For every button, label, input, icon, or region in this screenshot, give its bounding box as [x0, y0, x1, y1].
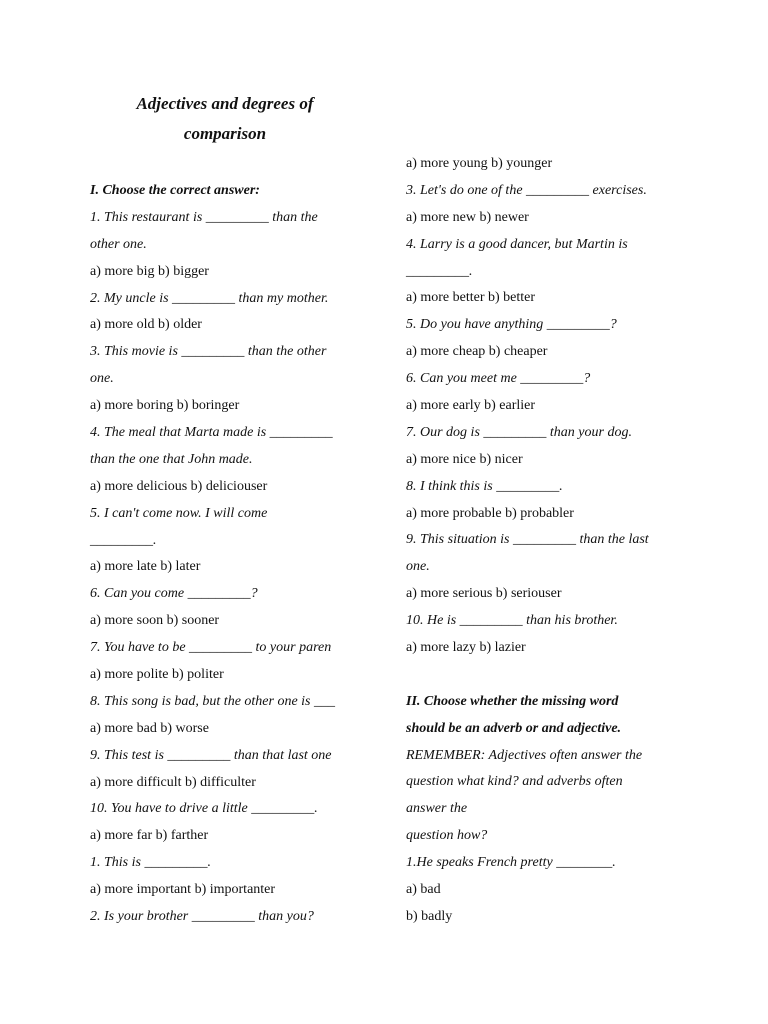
- question-text: 3. Let's do one of the _________ exercises.: [406, 182, 647, 198]
- worksheet-title-line-2: comparison: [183, 124, 267, 143]
- answer-options: a) more difficult b) difficulter: [90, 774, 256, 790]
- question-text: 5. Do you have anything _________?: [406, 317, 617, 333]
- answer-options: a) more serious b) seriouser: [406, 586, 562, 602]
- answer-options: a) more boring b) boringer: [90, 398, 240, 414]
- question-text: question how?: [406, 828, 488, 844]
- question-text: other one.: [90, 236, 147, 252]
- question-text: 7. Our dog is _________ than your dog.: [406, 424, 632, 440]
- answer-options: a) bad: [406, 882, 441, 898]
- question-text: 1. This is _________.: [90, 855, 211, 871]
- question-text: question what kind? and adverbs often: [406, 774, 623, 790]
- question-text: 5. I can't come now. I will come: [90, 505, 268, 521]
- answer-options: a) more soon b) sooner: [90, 613, 220, 629]
- question-text: 8. I think this is _________.: [406, 478, 563, 494]
- question-text: one.: [406, 559, 430, 575]
- answer-options: a) more polite b) politer: [90, 667, 224, 683]
- section-heading: II. Choose whether the missing word: [406, 693, 619, 709]
- left-column: [90, 178, 390, 931]
- question-text: answer the: [406, 801, 468, 817]
- right-column: [406, 151, 696, 931]
- question-text: 8. This song is bad, but the other one is ___: [90, 693, 336, 709]
- worksheet-title-line-1: Adjectives and degrees of: [136, 94, 314, 113]
- answer-options: a) more nice b) nicer: [406, 451, 523, 467]
- question-text: 1.He speaks French pretty ________.: [406, 855, 616, 871]
- question-text: 9. This situation is _________ than the last: [406, 532, 649, 548]
- question-text: 4. The meal that Marta made is _________: [90, 425, 333, 441]
- question-text: 3. This movie is _________ than the other: [90, 344, 327, 360]
- question-text: one.: [90, 371, 114, 387]
- answer-options: a) more bad b) worse: [90, 720, 209, 736]
- question-text: 7. You have to be _________ to your paren: [90, 640, 332, 656]
- answer-options: a) more probable b) probabler: [406, 505, 574, 521]
- question-text: _________.: [406, 263, 473, 279]
- answer-options: [406, 662, 696, 689]
- answer-options: a) more big b) bigger: [90, 263, 209, 279]
- answer-options: a) more cheap b) cheaper: [406, 344, 548, 360]
- answer-options: a) more better b) better: [406, 290, 536, 306]
- question-text: 2. My uncle is _________ than my mother.: [90, 290, 329, 306]
- answer-options: a) more early b) earlier: [406, 398, 536, 414]
- question-text: _________.: [90, 532, 157, 548]
- answer-options: a) more new b) newer: [406, 209, 529, 225]
- question-text: 1. This restaurant is _________ than the: [90, 209, 318, 225]
- question-text: REMEMBER: Adjectives often answer the: [406, 747, 643, 763]
- question-text: 9. This test is _________ than that last one: [90, 747, 332, 763]
- answer-options: a) more important b) importanter: [90, 882, 276, 898]
- question-text: 6. Can you come _________?: [90, 586, 258, 602]
- section-heading: I. Choose the correct answer:: [90, 183, 260, 198]
- answer-options: a) more delicious b) deliciouser: [90, 478, 268, 494]
- section-heading: should be an adverb or and adjective.: [406, 720, 622, 736]
- answer-options: a) more old b) older: [90, 317, 202, 333]
- answer-options: a) more young b) younger: [406, 156, 553, 171]
- question-text: 10. You have to drive a little _________.: [90, 801, 318, 817]
- answer-options: b) badly: [406, 908, 453, 924]
- question-text: 4. Larry is a good dancer, but Martin is: [406, 236, 628, 252]
- answer-options: a) more lazy b) lazier: [406, 640, 526, 656]
- answer-options: a) more late b) later: [90, 559, 201, 575]
- answer-options: a) more far b) farther: [90, 828, 209, 844]
- question-text: 6. Can you meet me _________?: [406, 371, 591, 387]
- question-text: 10. He is _________ than his brother.: [406, 613, 618, 629]
- question-text: 2. Is your brother _________ than you?: [90, 909, 314, 925]
- question-text: than the one that John made.: [90, 451, 253, 467]
